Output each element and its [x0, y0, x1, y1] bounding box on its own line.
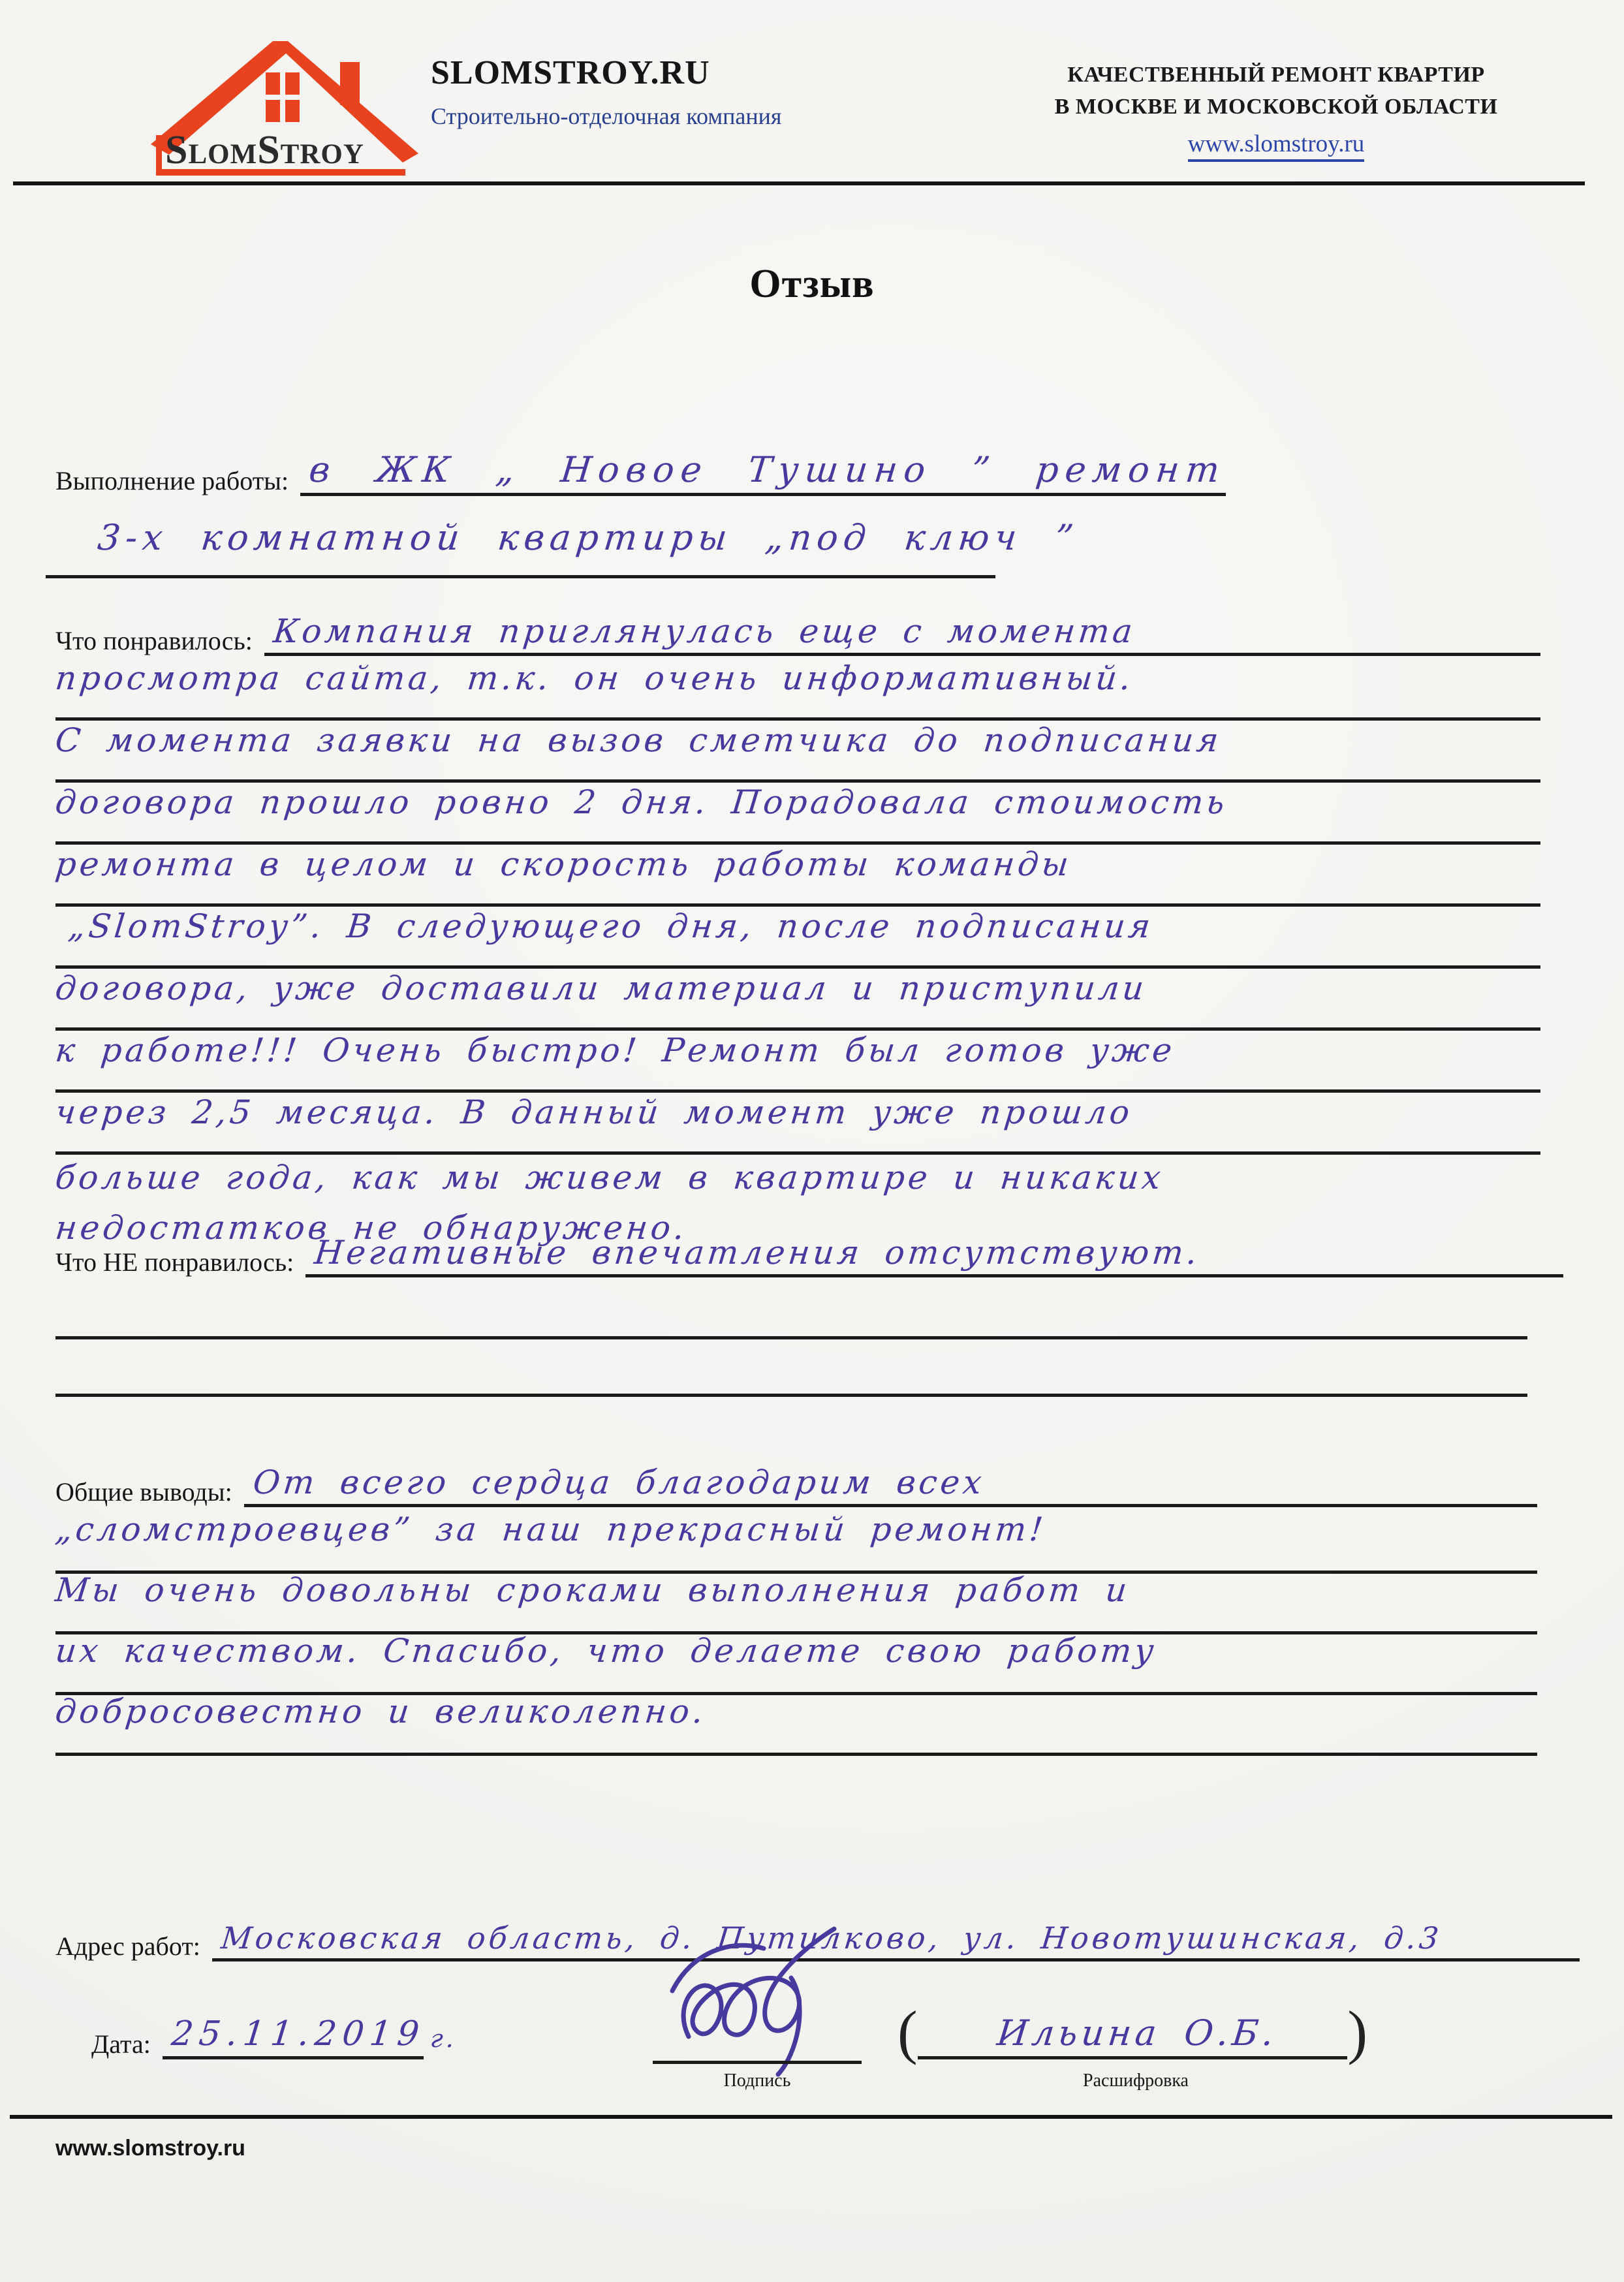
footer-site-url: www.slomstroy.ru — [55, 2136, 245, 2161]
ruled-line — [55, 1632, 1537, 1695]
field-address-label: Адрес работ: — [55, 1931, 200, 1961]
slogan-line-2: В МОСКВЕ И МОСКОВСКОЙ ОБЛАСТИ — [1054, 95, 1498, 119]
page-title: Отзыв — [749, 262, 875, 306]
ruled-line — [55, 1510, 1537, 1574]
field-liked — [55, 591, 1540, 656]
slogan-line-1: КАЧЕСТВЕННЫЙ РЕМОНТ КВАРТИР — [1067, 63, 1485, 87]
signature-line — [653, 2001, 862, 2064]
field-date-label: Дата: — [91, 2029, 151, 2059]
handwriting: больше года, как мы живем в квартире и никаких — [53, 1159, 1166, 1196]
handwriting: к работе!!! Очень быстро! Ремонт был готов уже — [53, 1031, 1178, 1069]
handwriting: Негативные впечатления отсутствуют. — [313, 1234, 1202, 1272]
handwriting: Ильина О.Б. — [995, 2012, 1279, 2054]
ruled-line — [55, 659, 1540, 721]
handwriting: добросовестно и великолепно. — [53, 1693, 708, 1730]
field-date — [91, 1997, 457, 2059]
field-date-line — [163, 2014, 427, 2059]
ruled-line — [55, 969, 1540, 1031]
field-conclusions — [55, 1444, 1537, 1507]
decode-line — [918, 2012, 1348, 2059]
handwriting: „SlomStroy”. В следующего дня, после подписания — [66, 907, 1155, 945]
field-liked-line0 — [264, 612, 1540, 656]
company-tagline: Строительно-отделочная компания — [431, 103, 782, 129]
handwriting: просмотра сайта, т.к. он очень информативный. — [53, 659, 1136, 697]
ruled-line — [55, 845, 1540, 907]
ruled-line — [55, 1693, 1537, 1756]
ruled-line — [55, 721, 1540, 783]
ruled-line — [55, 1031, 1540, 1093]
field-conclusions-line0 — [244, 1463, 1537, 1507]
field-disliked-label: Что НЕ понравилось: — [55, 1247, 294, 1277]
handwriting: 25.11.2019 — [169, 2014, 427, 2054]
header-brand-block — [431, 54, 953, 130]
decode-block — [898, 1984, 1367, 2066]
field-job — [55, 418, 1228, 496]
decode-paren-close: ) — [1347, 1999, 1367, 2066]
handwriting: Компания приглянулась еще с момента — [271, 612, 1138, 650]
handwriting: договора, уже доставили материал и приступили — [53, 969, 1149, 1007]
logo-wordmark: SlomStroy — [165, 128, 364, 172]
ruled-line-empty — [55, 1336, 1527, 1397]
ruled-line — [55, 1093, 1540, 1155]
handwriting: Мы очень довольны сроками выполнения работ и — [53, 1571, 1132, 1609]
field-job-label: Выполнение работы: — [55, 466, 289, 495]
handwriting: их качеством. Спасибо, что делаете свою работу — [53, 1632, 1159, 1670]
handwriting: С момента заявки на вызов сметчика до подписания — [53, 721, 1224, 759]
field-disliked — [55, 1215, 1563, 1277]
handwriting: От всего сердца благодарим всех — [251, 1463, 987, 1501]
decode-caption: Расшифровка — [1083, 2071, 1189, 2091]
handwriting-free-line — [55, 1159, 1164, 1196]
site-name: SLOMSTROY.RU — [431, 54, 710, 91]
handwriting: недостатков не обнаружено. — [53, 1209, 690, 1247]
signature-caption: Подпись — [723, 2071, 791, 2091]
ruled-line — [55, 907, 1540, 969]
slomstroy-house-logo-icon — [147, 29, 421, 183]
header-site-link[interactable]: www.slomstroy.ru — [1188, 130, 1365, 162]
footer-divider — [10, 2115, 1612, 2119]
field-job-line2 — [46, 517, 1081, 578]
header-divider — [13, 181, 1585, 185]
handwriting: ремонта в целом и скорость работы команды — [53, 845, 1074, 883]
handwriting: через 2,5 месяца. В данный момент уже прошло — [53, 1093, 1135, 1131]
handwriting: договора прошло ровно 2 дня. Порадовала стоимость — [53, 783, 1230, 821]
ruled-line — [55, 783, 1540, 845]
date-year-suffix: г. — [428, 2024, 459, 2053]
ruled-line — [55, 1571, 1537, 1634]
decode-paren-open: ( — [898, 1999, 918, 2066]
header-slogan-block — [1015, 59, 1537, 162]
field-conclusions-label: Общие выводы: — [55, 1477, 232, 1507]
handwriting: в ЖК „ Новое Тушино ” ремонт — [307, 449, 1228, 490]
handwriting: „сломстроевцев” за наш прекрасный ремонт! — [53, 1510, 1048, 1548]
field-liked-label: Что понравилось: — [55, 626, 253, 655]
field-disliked-line — [305, 1234, 1563, 1277]
ruled-line-empty — [55, 1278, 1527, 1339]
field-address-line — [212, 1920, 1580, 1962]
handwriting: Московская область, д. Путилково, ул. Новотушинская, д.3 — [219, 1920, 1444, 1956]
handwriting: 3-х комнатной квартиры „под ключ ” — [95, 517, 1081, 558]
field-job-line1 — [300, 449, 1226, 496]
